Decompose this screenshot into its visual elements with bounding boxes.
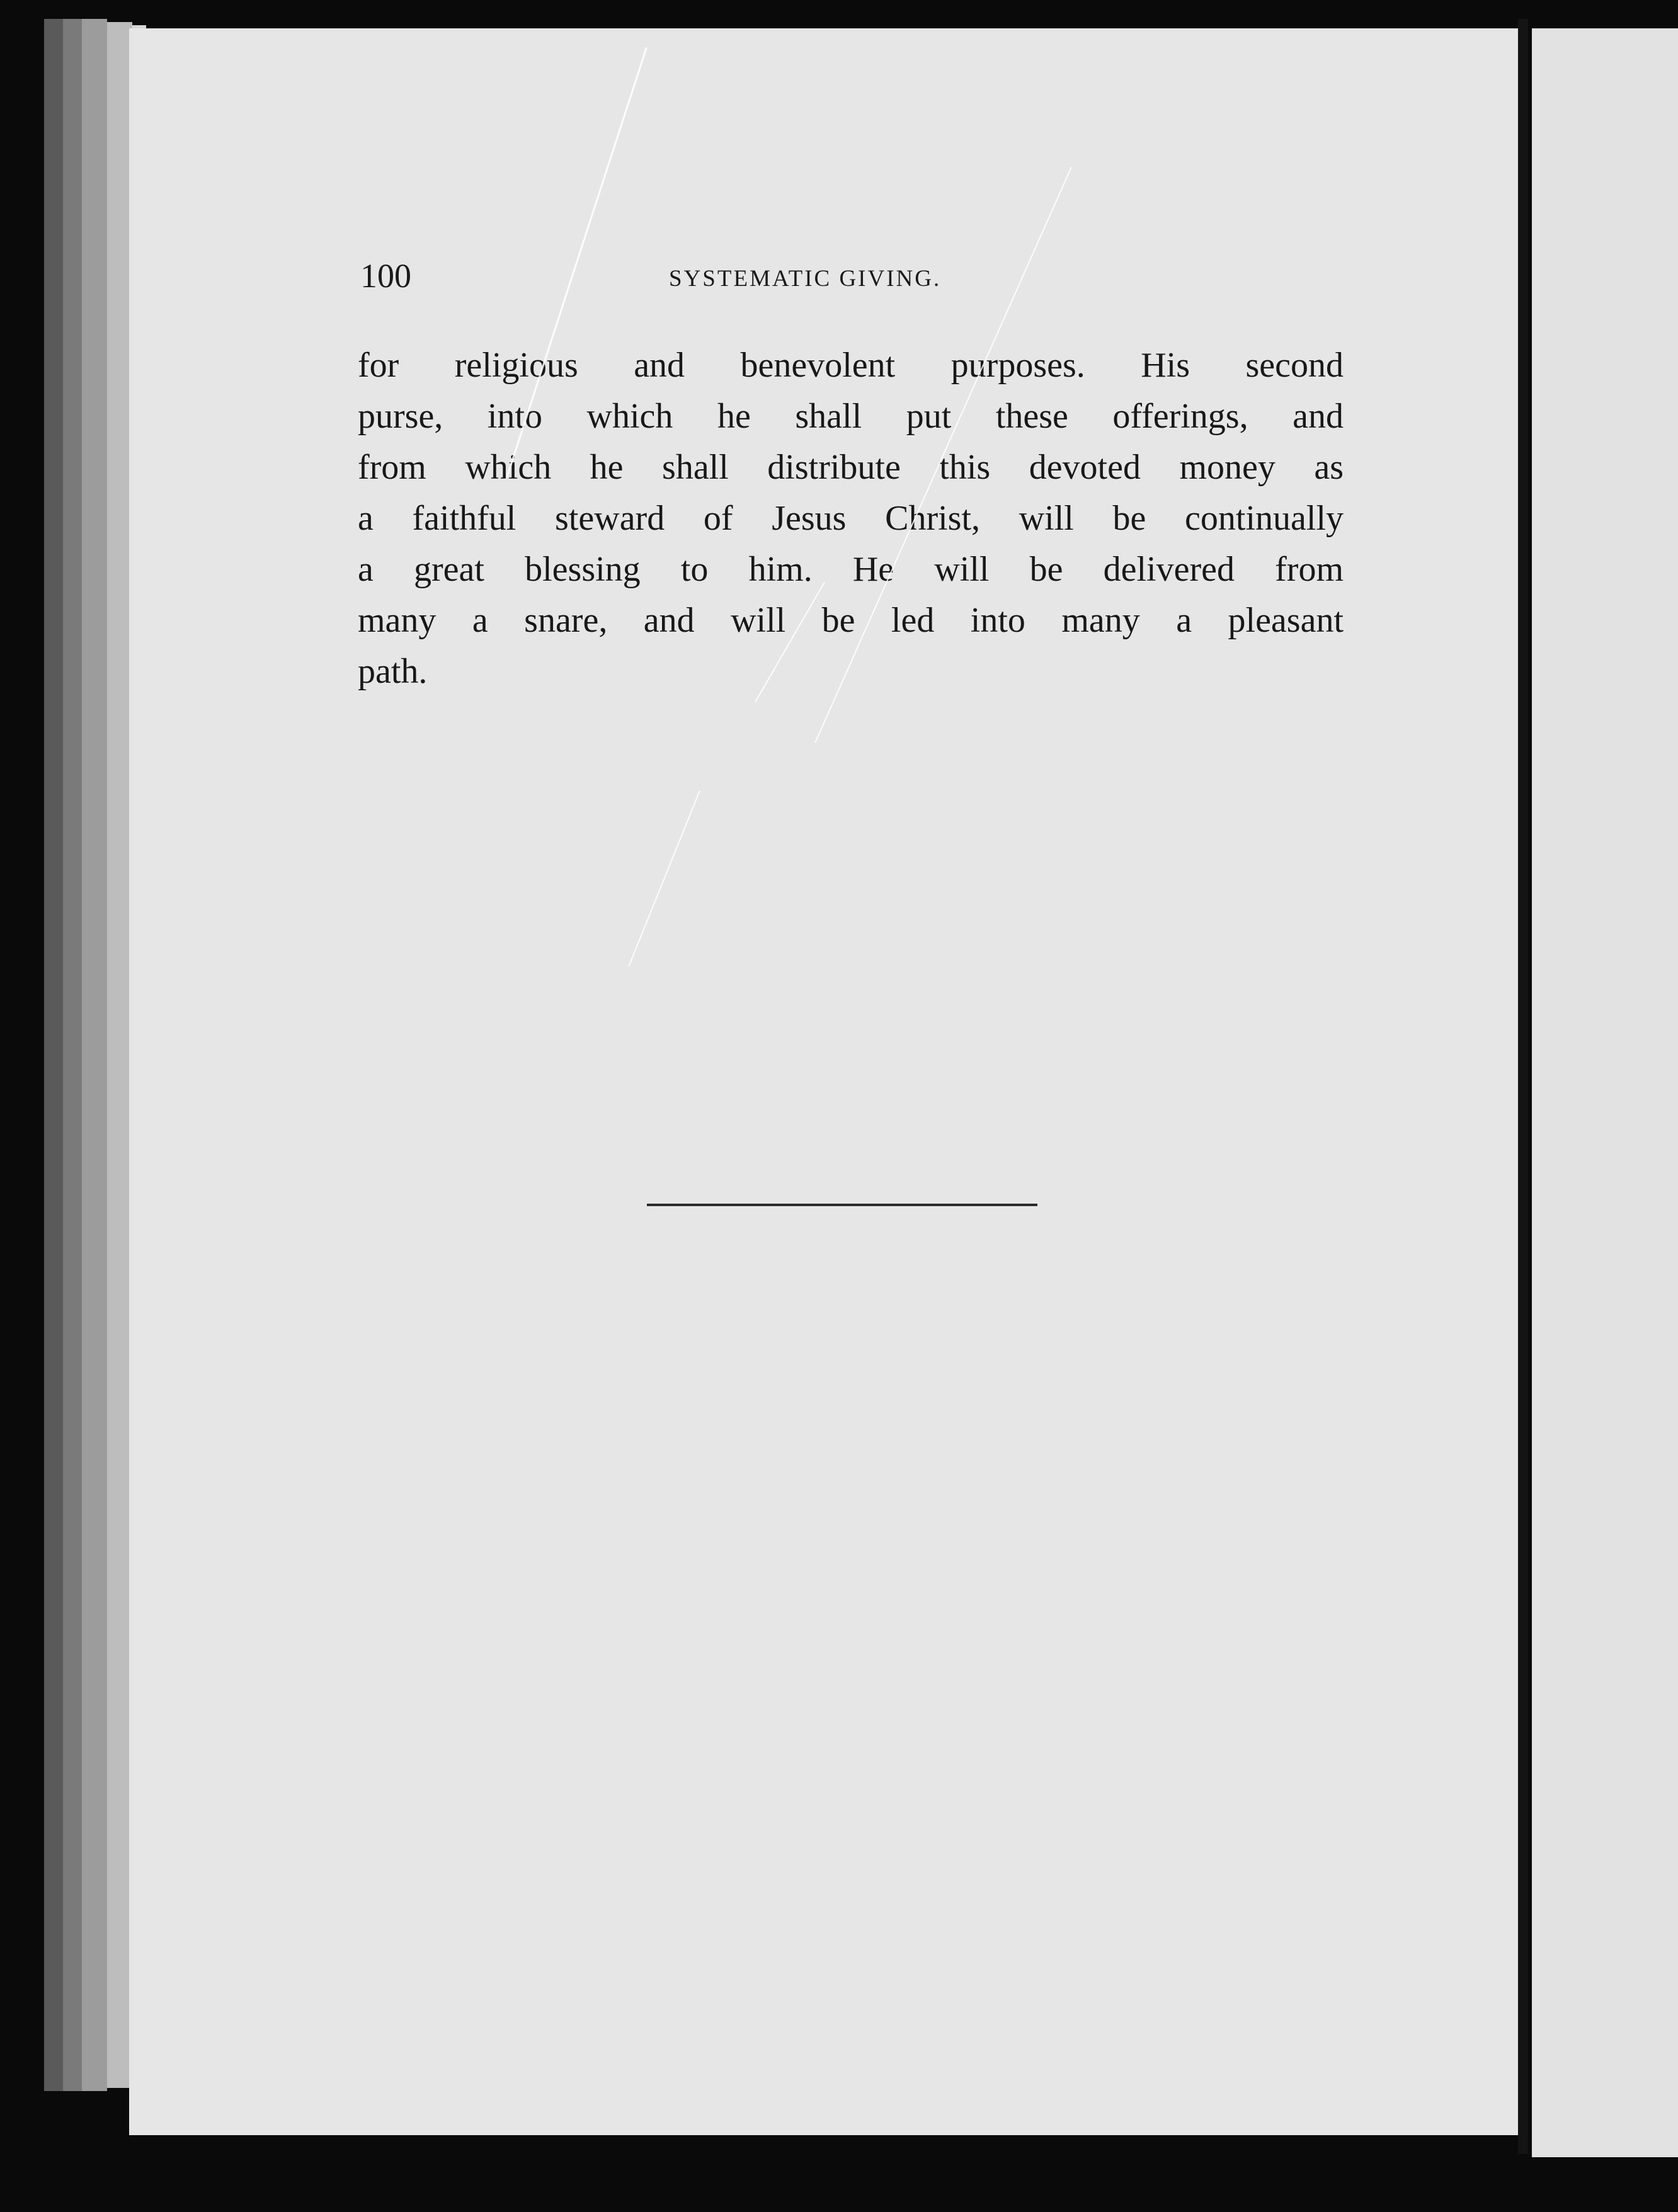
- running-head: [360, 257, 1348, 295]
- text-line: purse, into which he shall put these offerings, and: [358, 397, 1344, 436]
- running-title: SYSTEMATIC GIVING.: [669, 266, 942, 292]
- text-line: from which he shall distribute this devoted money as: [358, 448, 1344, 487]
- text-line: a faithful steward of Jesus Christ, will be continually: [358, 499, 1344, 538]
- text-line: a great blessing to him. He will be delivered from: [358, 550, 1344, 589]
- text-line: path.: [358, 652, 428, 691]
- end-rule: [647, 1204, 1037, 1206]
- text-line: many a snare, and will be led into many a pleasant: [358, 601, 1344, 640]
- page-gutter: [1518, 19, 1528, 2154]
- page-edge: [63, 19, 82, 2091]
- page-number: 100: [360, 257, 411, 295]
- page-edge: [107, 22, 132, 2088]
- page-edge: [44, 19, 63, 2091]
- text-line: for religious and benevolent purposes. His second: [358, 346, 1344, 385]
- page-edge: [82, 19, 107, 2091]
- body-paragraph: [358, 340, 1344, 697]
- facing-page: [1532, 28, 1678, 2157]
